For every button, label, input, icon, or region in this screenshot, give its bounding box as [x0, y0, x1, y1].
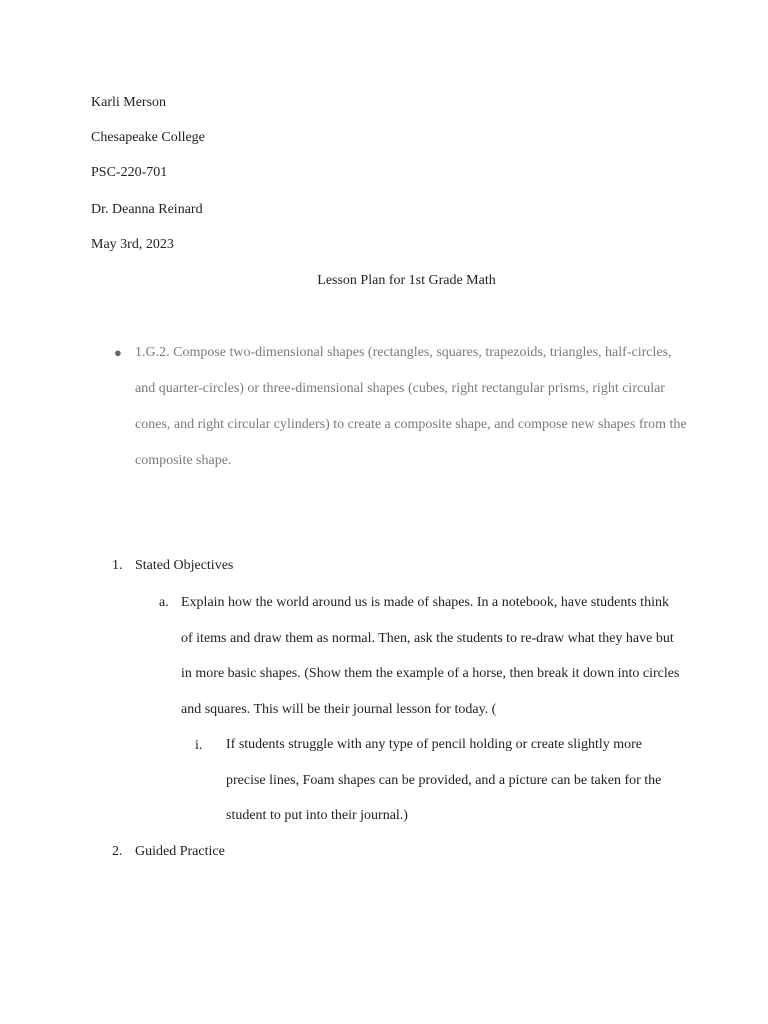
author-name: Karli Merson	[91, 95, 167, 110]
document-date: May 3rd, 2023	[91, 237, 174, 252]
objective-paragraph: Explain how the world around us is made of shapes. In a notebook, have students think of items and draw them as normal. Then, ask the students to re-draw what they have but in more basic shapes. (Show them the example of a horse, then break it down into circles and squares. This will be their journal lesson for today. (	[181, 595, 680, 717]
section-number: 1.	[112, 558, 123, 573]
item-marker: a.	[159, 595, 169, 610]
section-number: 2.	[112, 844, 123, 859]
college-name: Chesapeake College	[91, 130, 205, 145]
accommodation-paragraph: If students struggle with any type of pencil holding or create slightly more precise lines, Foam shapes can be provided, and a picture can be taken for the student to put into their journal.)	[226, 737, 662, 823]
course-code: PSC-220-701	[91, 165, 168, 180]
section-heading-guided-practice: Guided Practice	[135, 844, 225, 859]
standard-text: 1.G.2. Compose two-dimensional shapes (rectangles, squares, trapezoids, triangles, half-circles, and quarter-circles) or three-dimensional shapes (cubes, right rectangular prisms, right circular cones, and right circular cylinders) to create a composite shape, and compose new shapes from the composite shape.	[135, 345, 687, 468]
document-title: Lesson Plan for 1st Grade Math	[317, 273, 496, 288]
section-heading-stated-objectives: Stated Objectives	[135, 558, 234, 573]
instructor-name: Dr. Deanna Reinard	[91, 202, 203, 217]
subitem-marker: i.	[195, 738, 203, 753]
bullet-icon: ●	[114, 345, 122, 360]
